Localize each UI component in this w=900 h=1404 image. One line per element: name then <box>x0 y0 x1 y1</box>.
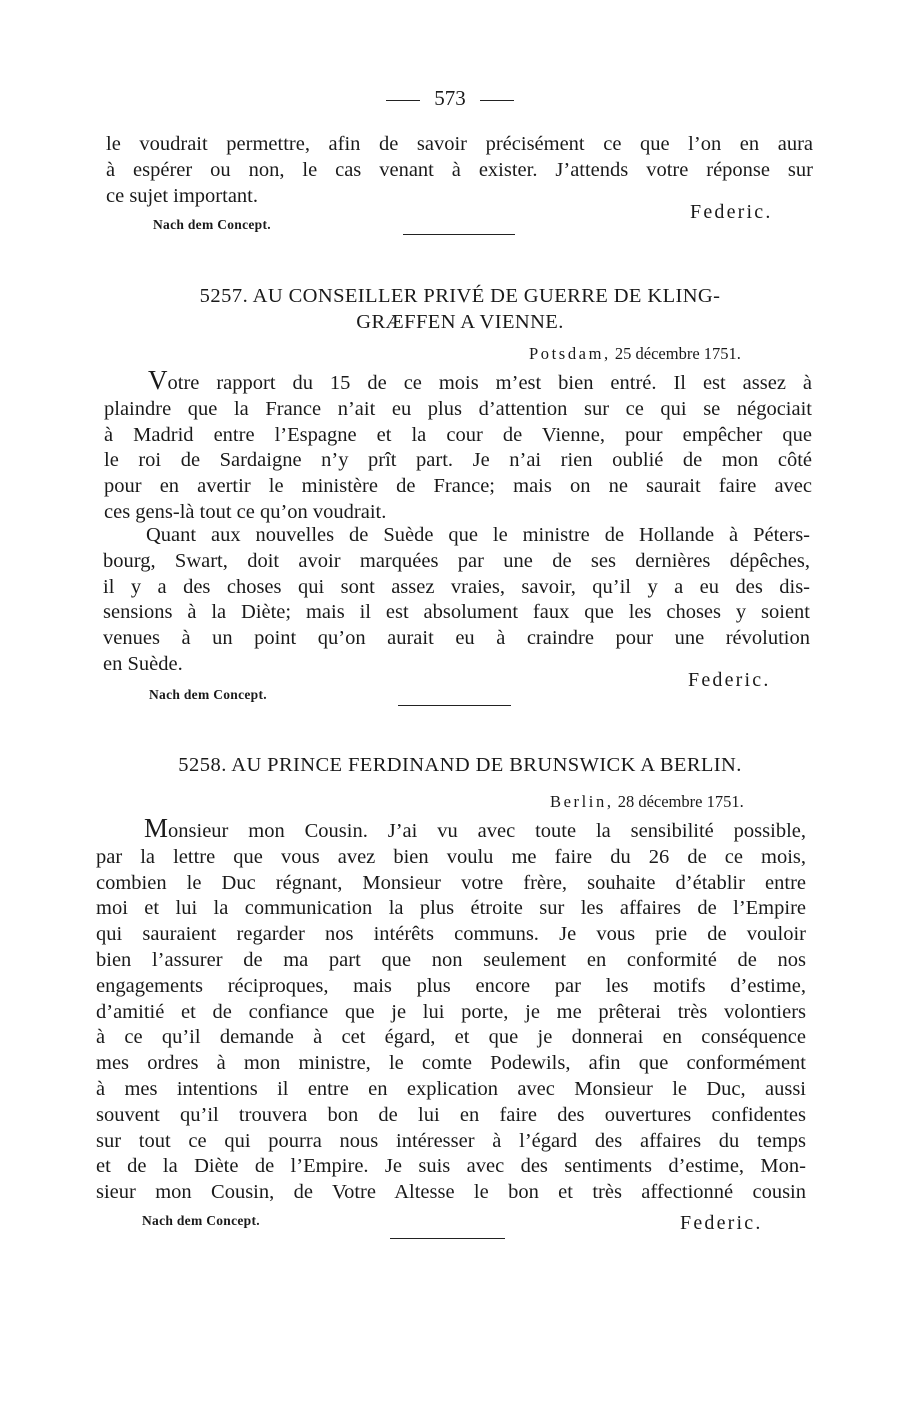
section-rule <box>398 705 511 706</box>
text-line: Quant aux nouvelles de Suède que le ministre de Hollande à Péters- <box>146 524 810 546</box>
text-line: ces gens-là tout ce qu’on voudrait. <box>104 500 387 523</box>
letter-paragraph <box>96 813 806 1206</box>
text-line: en Suède. <box>103 652 183 675</box>
folio-dash-left <box>386 100 420 101</box>
letter-paragraph <box>103 523 810 678</box>
section-rule <box>390 1238 505 1239</box>
letter-number: 5257. <box>199 285 249 307</box>
date: 28 décembre 1751. <box>617 792 744 811</box>
text-line: bien l’assurer de ma part que non seulement en conformité de nos <box>96 948 806 971</box>
text-line: le voudrait permettre, afin de savoir précisément ce que l’on en aura <box>106 133 813 155</box>
drop-capital: M <box>144 813 169 843</box>
text-line: pour en avertir le ministère de France; mais on ne saurait faire avec <box>104 475 812 498</box>
text-line: bourg, Swart, doit avoir marquées par une de ses dernières dépêches, <box>103 549 810 572</box>
text-line: il y a des choses qui sont assez vraies, savoir, qu’il y a eu des dis- <box>103 575 810 598</box>
text-line: plaindre que la France n’ait eu plus d’attention sur ce qui se négociait <box>104 397 812 420</box>
date-place: Potsdam, <box>529 344 611 363</box>
text-line: Votre rapport du 15 de ce mois m’est bien entré. Il est assez à <box>148 365 812 395</box>
letter-heading <box>100 283 820 335</box>
letter-paragraph <box>104 365 812 526</box>
text-line: à ce qu’il demande à cet égard, et que je donnerai en conséquence <box>96 1026 806 1049</box>
signature: Federic. <box>690 201 773 223</box>
text-line: et de la Diète de l’Empire. Je suis avec des sentiments d’estime, Mon- <box>96 1155 806 1178</box>
text-line: combien le Duc régnant, Monsieur votre frère, souhaite d’établir entre <box>96 871 806 894</box>
text-line: ce sujet important. <box>106 184 258 207</box>
continuation-paragraph <box>106 132 813 209</box>
text-line: à mes intentions il entre en explication avec Monsieur le Duc, aussi <box>96 1077 806 1100</box>
date-place: Berlin, <box>550 792 614 811</box>
text-line: moi et lui la communication la plus étroite sur les affaires de l’Empire <box>96 897 806 920</box>
text-line: mes ordres à mon ministre, le comte Podewils, afin que conformément <box>96 1052 806 1075</box>
text-line: venues à un point qu’on aurait eu à craindre pour une révolution <box>103 627 810 650</box>
folio-dash-right <box>480 100 514 101</box>
signature: Federic. <box>680 1212 763 1234</box>
page-number: 573 <box>0 86 900 111</box>
heading-text: AU PRINCE FERDINAND DE BRUNSWICK A BERLIN. <box>231 754 742 776</box>
letter-heading <box>100 752 820 778</box>
section-rule <box>403 234 515 235</box>
text-line: sieur mon Cousin, de Votre Altesse le bon et très affectionné cousin <box>96 1181 806 1204</box>
dateline <box>529 344 741 364</box>
source-note: Nach dem Concept. <box>142 1213 260 1228</box>
text-line: Monsieur mon Cousin. J’ai vu avec toute la sensibilité possible, <box>144 813 806 843</box>
heading-text: AU CONSEILLER PRIVÉ DE GUERRE DE KLING- <box>252 285 721 307</box>
signature: Federic. <box>688 669 771 691</box>
source-note: Nach dem Concept. <box>149 687 267 702</box>
text-line: sur tout ce qui pourra nous intéresser à l’égard des affaires du temps <box>96 1129 806 1152</box>
source-note: Nach dem Concept. <box>153 217 271 232</box>
dateline <box>550 792 744 812</box>
text-line: souvent qu’il trouvera bon de lui en faire des ouvertures confidentes <box>96 1103 806 1126</box>
text-line: qui sauraient regarder nos intérêts communs. Je vous prie de vouloir <box>96 923 806 946</box>
text-line: par la lettre que vous avez bien voulu me faire du 26 de ce mois, <box>96 845 806 868</box>
letter-number: 5258. <box>178 754 227 776</box>
text-line: le roi de Sardaigne n’y prît part. Je n’ai rien oublié de mon côté <box>104 449 812 472</box>
text-line: d’amitié et de confiance que je lui porte, je me prêterai très volontiers <box>96 1000 806 1023</box>
text-line: à espérer ou non, le cas venant à exister. J’attends votre réponse sur <box>106 158 813 181</box>
heading-text: GRÆFFEN A VIENNE. <box>356 311 564 333</box>
text-line: à Madrid entre l’Espagne et la cour de Vienne, pour empêcher que <box>104 423 812 446</box>
text-line: sensions à la Diète; mais il est absolument faux que les choses y soient <box>103 601 810 624</box>
date: 25 décembre 1751. <box>614 344 741 363</box>
text-line: engagements réciproques, mais plus encore par les motifs d’estime, <box>96 974 806 997</box>
drop-capital: V <box>148 365 168 395</box>
